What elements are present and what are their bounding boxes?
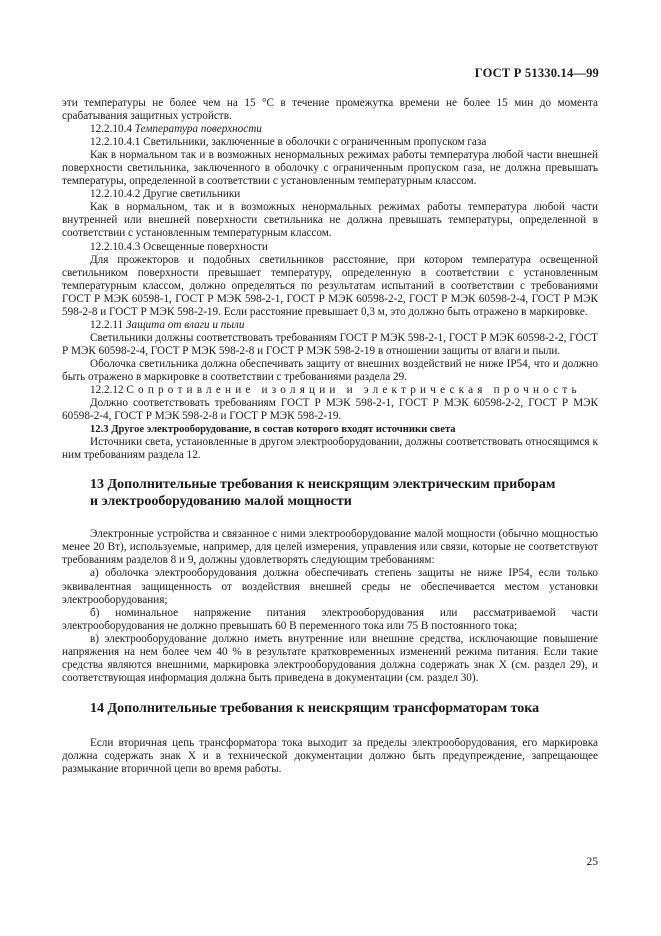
paragraph: 12.2.10.4.2 Другие светильники — [90, 188, 241, 201]
subsection-title: Температура поверхности — [134, 123, 262, 136]
paragraph: Светильники должны соответствовать требованиям ГОСТ Р МЭК 598-2-1, ГОСТ Р МЭК 60598-2-2, ГОСТ Р МЭК 60598-2-4, ГОСТ Р МЭК 598-2-8 и ГОСТ Р МЭК 598-2-19 в отношении защиты от влаги и пыли. — [62, 331, 598, 357]
paragraph: Как в нормальном, так и в возможных ненормальных режимах работы температура любой части внутренней или внешней поверхности светильника не должна превышать температуры, определенной в соответствии с установленным температурным классом. — [62, 201, 598, 240]
section-13-heading-line1: 13 Дополнительные требования к неискрящим электрическим приборам — [90, 477, 556, 493]
section-13-heading — [62, 476, 598, 510]
page-number: 25 — [586, 856, 598, 868]
paragraph: эти температуры не более чем на 15 °С в течение промежутка времени не более 15 мин до момента срабатывания защитных устройств. — [62, 97, 598, 123]
subsection-heading: 12.3 Другое электрооборудование, в состав которого входят источники света — [90, 424, 456, 436]
paragraph: Электронные устройства и связанное с ними электрооборудование малой мощности (обычно мощностью менее 20 Вт), используемые, например, для целей измерения, управления или связи, которые не соответствуют требованиям разделов 8 и 9, должны удовлетворять следующим требованиям: — [62, 528, 598, 567]
paragraph: Как в нормальном так и в возможных ненормальных режимах работы температура любой части внешней поверхности светильника, заключенного в оболочку с ограниченным пропуском газа, не должна превышать температуры, определенной в соответствии с установленным температурным классом. — [62, 149, 598, 188]
paragraph: Для прожекторов и подобных светильников расстояние, при котором температура освещенной светильником поверхности превышает температуру, определенную в соответствии с установленным температурным классом, должно определяться по результатам испытаний в соответствии с требованиями ГОСТ Р МЭК 60598-1, ГОСТ Р МЭК 598-2-1, ГОСТ Р МЭК 60598-2-2, ГОСТ Р МЭК 60598-2-4, ГОСТ Р МЭК 598-2-8 и ГОСТ Р МЭК 598-2-19. Если расстояние превышает 0,3 м, это должно быть отражено в маркировке. — [62, 253, 598, 318]
subsection-heading — [62, 319, 598, 332]
subsection-title: Сопротивление изоляции и электрическая прочность — [126, 384, 581, 397]
subsection-title: Защита от влаги и пыли — [125, 318, 245, 331]
subsection-heading — [62, 123, 598, 136]
paragraph: 12.2.10.4.3 Освещенные поверхности — [90, 240, 268, 253]
subsection-number: 12.2.12 — [90, 384, 124, 397]
list-item: в) электрооборудование должно иметь внутренние или внешние средства, исключающие повышение напряжения на нем более чем 40 % в результате кратковременных изменений режима питания. Если такие средства являются внешними, маркировка электрооборудования должна содержать знак X (см. раздел 29), и соответствующая информация должна быть приведена в документации (см. раздел 30). — [62, 632, 598, 684]
paragraph: Должно соответствовать требованиям ГОСТ Р МЭК 598-2-1, ГОСТ Р МЭК 60598-2-2, ГОСТ Р МЭК 60598-2-4, ГОСТ Р МЭК 598-2-8 и ГОСТ Р МЭК 598-2-19. — [62, 397, 598, 423]
paragraph: 12.2.10.4.1 Светильники, заключенные в оболочки с ограниченным пропуском газа — [90, 136, 487, 149]
section-14-heading: 14 Дополнительные требования к неискрящим трансформаторам тока — [90, 700, 540, 716]
subsection-heading — [62, 384, 598, 397]
list-item: б) номинальное напряжение питания электрооборудования или рассматриваемой части электрооборудования не должно превышать 60 В переменного тока или 75 В постоянного тока; — [62, 606, 598, 632]
subsection-number: 12.2.10.4 — [90, 123, 132, 136]
section-13-heading-line2: и электрооборудованию малой мощности — [90, 494, 352, 510]
document-body — [62, 97, 598, 776]
paragraph: Если вторичная цепь трансформатора тока выходит за пределы электрооборудования, его маркировка должна содержать знак X и в технической документации должно быть предупреждение, запрещающее размыкание вторичной цепи во время работы. — [62, 736, 598, 775]
paragraph: Оболочка светильника должна обеспечивать защиту от внешних воздействий не ниже IP54, что и должно быть отражено в маркировке в соответствии с требованиями раздела 29. — [62, 357, 598, 383]
subsection-number: 12.2.11 — [90, 318, 124, 331]
list-item: а) оболочка электрооборудования должна обеспечивать степень защиты не ниже IP54, если только эквивалентная защищенность от воздействия внешней среды не обеспечивается местом установки электрооборудования; — [62, 567, 598, 606]
document-header: ГОСТ Р 51330.14—99 — [474, 66, 599, 80]
paragraph: Источники света, установленные в другом электрооборудовании, должны соответствовать относящимся к ним требованиям раздела 12. — [62, 436, 598, 462]
